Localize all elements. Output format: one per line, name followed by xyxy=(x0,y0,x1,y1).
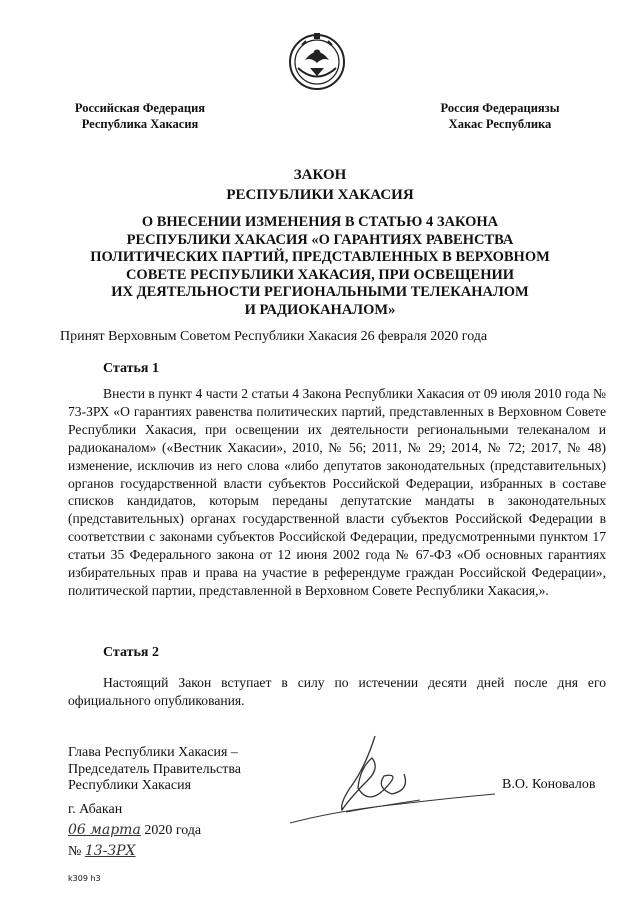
footer-code: k309 h3 xyxy=(68,874,101,883)
subject-line3: ПОЛИТИЧЕСКИХ ПАРТИЙ, ПРЕДСТАВЛЕННЫХ В ВЕРХОВНОМ xyxy=(90,249,550,265)
signatory-line3: Республики Хакасия xyxy=(68,778,192,793)
header-left xyxy=(40,100,240,132)
title-line1: ЗАКОН xyxy=(293,167,347,183)
law-subject xyxy=(40,214,600,319)
city: г. Абакан xyxy=(68,802,123,817)
document-title xyxy=(0,165,640,205)
date-line xyxy=(68,820,201,841)
title-line2: РЕСПУБЛИКИ ХАКАСИЯ xyxy=(226,187,414,203)
subject-line2: РЕСПУБЛИКИ ХАКАСИЯ «О ГАРАНТИЯХ РАВЕНСТВА xyxy=(126,231,514,248)
handwritten-number: 13-ЗРХ xyxy=(84,843,136,859)
header-left-line1: Российская Федерация xyxy=(74,101,206,115)
article-1-text: Внести в пункт 4 части 2 статьи 4 Закона Республики Хакасия от 09 июля 2010 года № 73-ЗРХ «О гарантиях равенства политических партий, представленных в Верховном Совете Республики Хакасия, при освещении их деятельности региональными телеканалом и радиоканалом» («Вестник Хакасии», 2010, № 56; 2011, № 29; 2014, № 72; 2017, № 48) изменение, исключив из него слова «либо депутатов законодательных (представительных) органов государственной власти субъектов Российской Федерации, избранных в составе списков кандидатов, которым переданы депутатские мандаты в законодательных (представительных) органах государственной власти субъектов Российской Федерации в соответствии с законами субъектов Российской Федерации, предусмотренными пунктом 17 статьи 35 Федерального закона от 12 июня 2002 года № 67-ФЗ «Об основных гарантиях избирательных прав и права на участие в референдуме граждан Российской Федерации», политической партии, представленной в Верховном Совете Республики Хакасия,». xyxy=(68,386,606,598)
handwritten-date: 06 марта xyxy=(68,822,141,838)
coat-of-arms-emblem xyxy=(288,30,346,92)
signatory-name: В.О. Коновалов xyxy=(502,777,596,792)
article-2-heading: Статья 2 xyxy=(103,645,159,660)
article-2-text: Настоящий Закон вступает в силу по истечении десяти дней после дня его официального опубликования. xyxy=(68,675,606,708)
place-and-date xyxy=(68,800,201,862)
number-line xyxy=(68,841,201,862)
number-prefix: № xyxy=(68,844,82,859)
subject-line4: СОВЕТЕ РЕСПУБЛИКИ ХАКАСИЯ, ПРИ ОСВЕЩЕНИИ xyxy=(125,266,515,283)
handwritten-signature xyxy=(280,728,500,828)
signatory-title xyxy=(68,745,241,795)
signatory-line1: Глава Республики Хакасия – xyxy=(68,745,238,760)
subject-line5: ИХ ДЕЯТЕЛЬНОСТИ РЕГИОНАЛЬНЫМИ ТЕЛЕКАНАЛОМ xyxy=(111,284,529,300)
header-right-line1: Россия Федерациязы xyxy=(440,101,560,115)
subject-line6: И РАДИОКАНАЛОМ» xyxy=(244,301,396,318)
adoption-note: Принят Верховным Советом Республики Хакасия 26 февраля 2020 года xyxy=(60,329,488,344)
signatory-line2: Председатель Правительства xyxy=(68,761,241,777)
header-left-line2: Республика Хакасия xyxy=(81,117,199,131)
subject-line1: О ВНЕСЕНИИ ИЗМЕНЕНИЯ В СТАТЬЮ 4 ЗАКОНА xyxy=(141,214,499,230)
article-1-heading: Статья 1 xyxy=(103,361,159,376)
date-year: 2020 года xyxy=(144,823,202,838)
header-right-line2: Хакас Республика xyxy=(448,117,552,131)
header-right xyxy=(400,100,600,132)
